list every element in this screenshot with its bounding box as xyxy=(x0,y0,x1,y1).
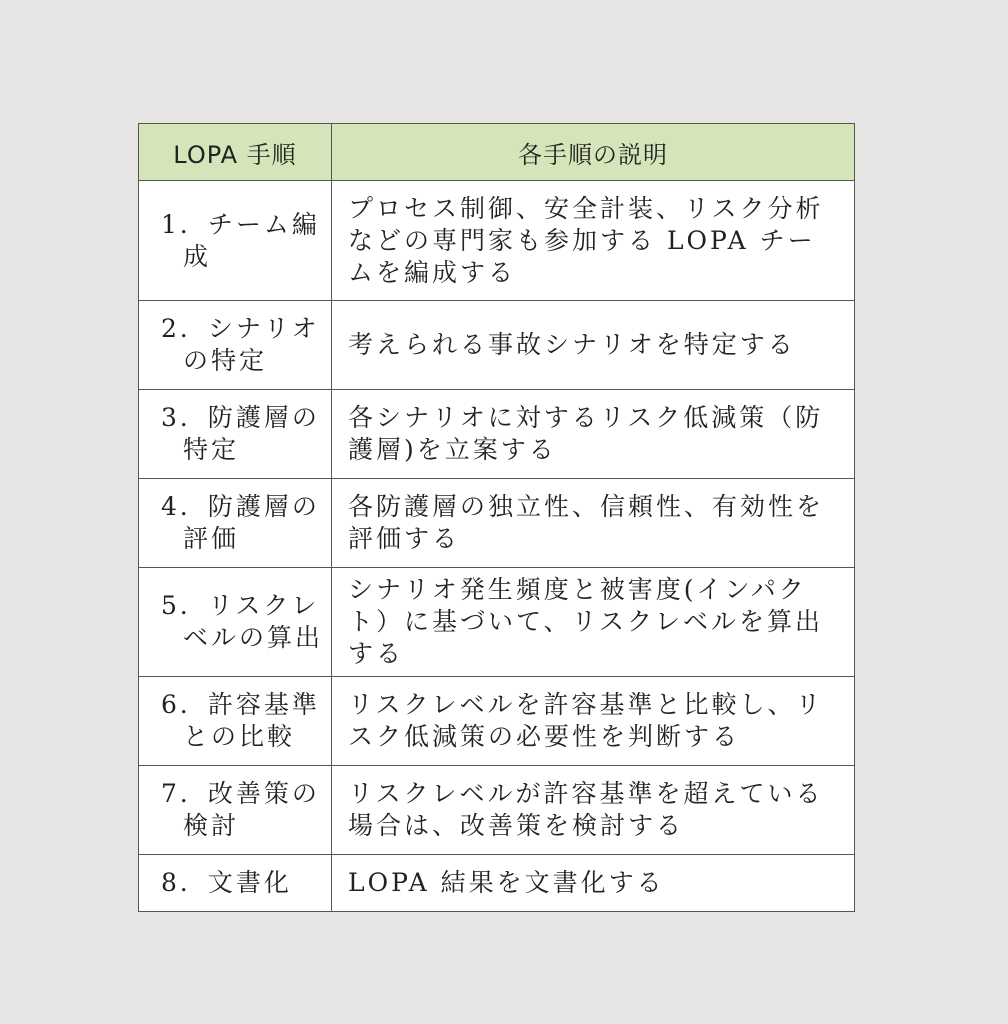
description-cell: シナリオ発生頻度と被害度(インパクト）に基づいて、リスクレベルを算出する xyxy=(332,568,855,677)
table-row xyxy=(139,301,855,390)
step-label: 6．許容基準との比較 xyxy=(161,690,320,751)
step-cell xyxy=(139,301,332,390)
step-label: 4．防護層の評価 xyxy=(161,492,320,553)
step-cell xyxy=(139,677,332,766)
description-cell: 各シナリオに対するリスク低減策（防護層)を立案する xyxy=(332,390,855,479)
table-row xyxy=(139,855,855,912)
description-cell: 各防護層の独立性、信頼性、有効性を評価する xyxy=(332,479,855,568)
description-cell: リスクレベルが許容基準を超えている場合は、改善策を検討する xyxy=(332,766,855,855)
step-label: 1．チーム編成 xyxy=(161,209,320,271)
step-cell xyxy=(139,766,332,855)
description-cell: リスクレベルを許容基準と比較し、リスク低減策の必要性を判断する xyxy=(332,677,855,766)
table-row xyxy=(139,677,855,766)
table-row xyxy=(139,181,855,301)
table-row xyxy=(139,766,855,855)
table-header-row xyxy=(139,124,855,181)
step-cell xyxy=(139,390,332,479)
step-cell xyxy=(139,181,332,301)
description-cell: 考えられる事故シナリオを特定する xyxy=(332,301,855,390)
table-row xyxy=(139,479,855,568)
lopa-procedure-table xyxy=(138,123,855,912)
step-cell xyxy=(139,568,332,677)
step-label: 7．改善策の検討 xyxy=(161,779,320,840)
table-row xyxy=(139,568,855,677)
step-cell xyxy=(139,479,332,568)
description-cell: プロセス制御、安全計装、リスク分析などの専門家も参加する LOPA チームを編成する xyxy=(332,181,855,301)
step-label: 8．文書化 xyxy=(161,868,292,897)
step-label: 3．防護層の特定 xyxy=(161,403,320,464)
header-step-description: 各手順の説明 xyxy=(332,124,855,181)
description-cell: LOPA 結果を文書化する xyxy=(332,855,855,912)
table-row xyxy=(139,390,855,479)
header-lopa-step: LOPA 手順 xyxy=(139,124,332,181)
step-label: 2．シナリオの特定 xyxy=(161,314,320,375)
step-label: 5．リスクレベルの算出 xyxy=(161,591,324,652)
step-cell xyxy=(139,855,332,912)
